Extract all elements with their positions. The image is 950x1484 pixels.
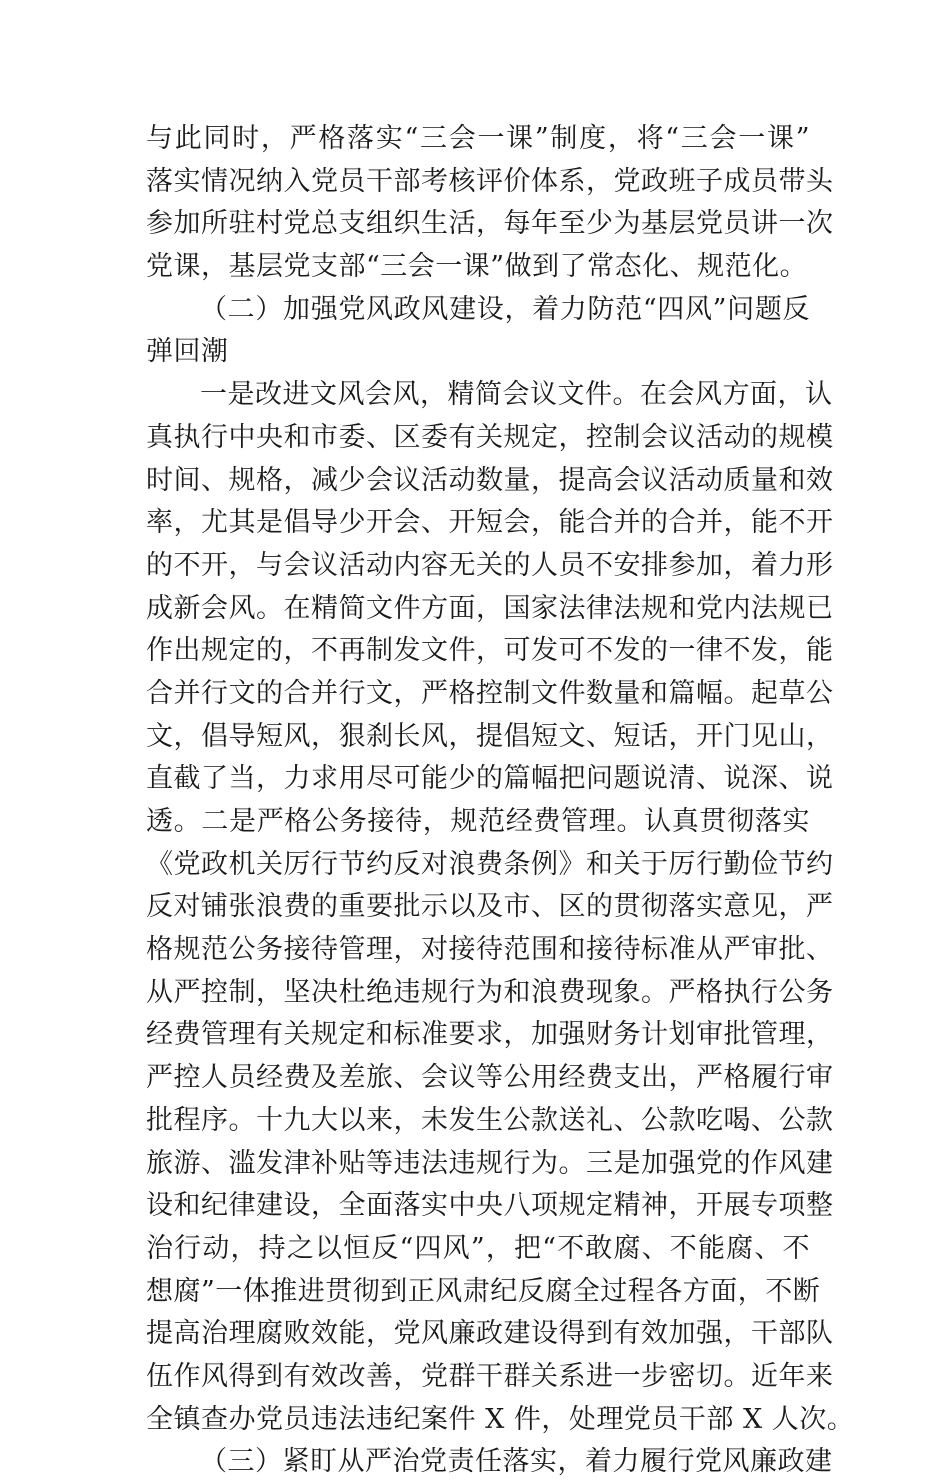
text-line: 设和纪律建设，全面落实中央八项规定精神，开展专项整: [146, 1190, 834, 1222]
section-heading-2: （二）加强党风政风建设，着力防范“四风”问题反: [200, 293, 810, 325]
text-line: 从严控制，坚决杜绝违规行为和浪费现象。严格执行公务: [146, 976, 834, 1008]
text-line: 一是改进文风会风，精简会议文件。在会风方面，认: [200, 379, 833, 411]
text-line: 率，尤其是倡导少开会、开短会，能合并的合并，能不开: [146, 507, 834, 539]
text-line: 全镇查办党员违法违纪案件 X 件，处理党员干部 X 人次。: [146, 1403, 855, 1435]
text-line: 经费管理有关规定和标准要求，加强财务计划审批管理，: [146, 1019, 834, 1051]
text-line: 时间、规格，减少会议活动数量，提高会议活动质量和效: [146, 464, 834, 496]
text-line: 直截了当，力求用尽可能少的篇幅把问题说清、说深、说: [146, 763, 834, 795]
text-line: 成新会风。在精简文件方面，国家法律法规和党内法规已: [146, 592, 834, 624]
text-line: 反对铺张浪费的重要批示以及市、区的贯彻落实意见，严: [146, 891, 834, 923]
text-line: 作出规定的，不再制发文件，可发可不发的一律不发，能: [146, 635, 834, 667]
text-line: 严控人员经费及差旅、会议等公用经费支出，严格履行审: [146, 1062, 834, 1094]
text-line: 党课，基层党支部“三会一课”做到了常态化、规范化。: [146, 251, 808, 283]
text-line: 的不开，与会议活动内容无关的人员不安排参加，着力形: [146, 549, 834, 581]
text-line: 格规范公务接待管理，对接待范围和接待标准从严审批、: [146, 934, 834, 966]
section-heading-3: （三）紧盯从严治党责任落实，着力履行党风廉政建: [200, 1446, 833, 1478]
text-line: 落实情况纳入党员干部考核评价体系，党政班子成员带头: [146, 165, 834, 197]
text-line: 伍作风得到有效改善，党群干群关系进一步密切。近年来: [146, 1360, 834, 1392]
text-line: 文，倡导短风，狠刹长风，提倡短文、短话，开门见山，: [146, 720, 834, 752]
text-line: 合并行文的合并行文，严格控制文件数量和篇幅。起草公: [146, 677, 834, 709]
text-line: 批程序。十九大以来，未发生公款送礼、公款吃喝、公款: [146, 1104, 834, 1136]
text-line: 真执行中央和市委、区委有关规定，控制会议活动的规模: [146, 421, 834, 453]
document-body: [146, 118, 855, 1484]
text-line: 提高治理腐败效能，党风廉政建设得到有效加强，干部队: [146, 1318, 834, 1350]
section-heading-2-cont: 弹回潮: [146, 336, 229, 368]
text-line: 治行动，持之以恒反“四风”，把“不敢腐、不能腐、不: [146, 1232, 810, 1264]
text-line: 旅游、滥发津补贴等违法违规行为。三是加强党的作风建: [146, 1147, 834, 1179]
text-line: 透。二是严格公务接待，规范经费管理。认真贯彻落实: [146, 806, 810, 837]
text-line: 想腐”一体推进贯彻到正风肃纪反腐全过程各方面，不断: [146, 1275, 821, 1307]
text-line: 《党政机关厉行节约反对浪费条例》和关于厉行勤俭节约: [146, 848, 834, 880]
text-line: 参加所驻村党总支组织生活，每年至少为基层党员讲一次: [146, 208, 834, 240]
text-line: 与此同时，严格落实“三会一课”制度，将“三会一课”: [146, 123, 810, 154]
